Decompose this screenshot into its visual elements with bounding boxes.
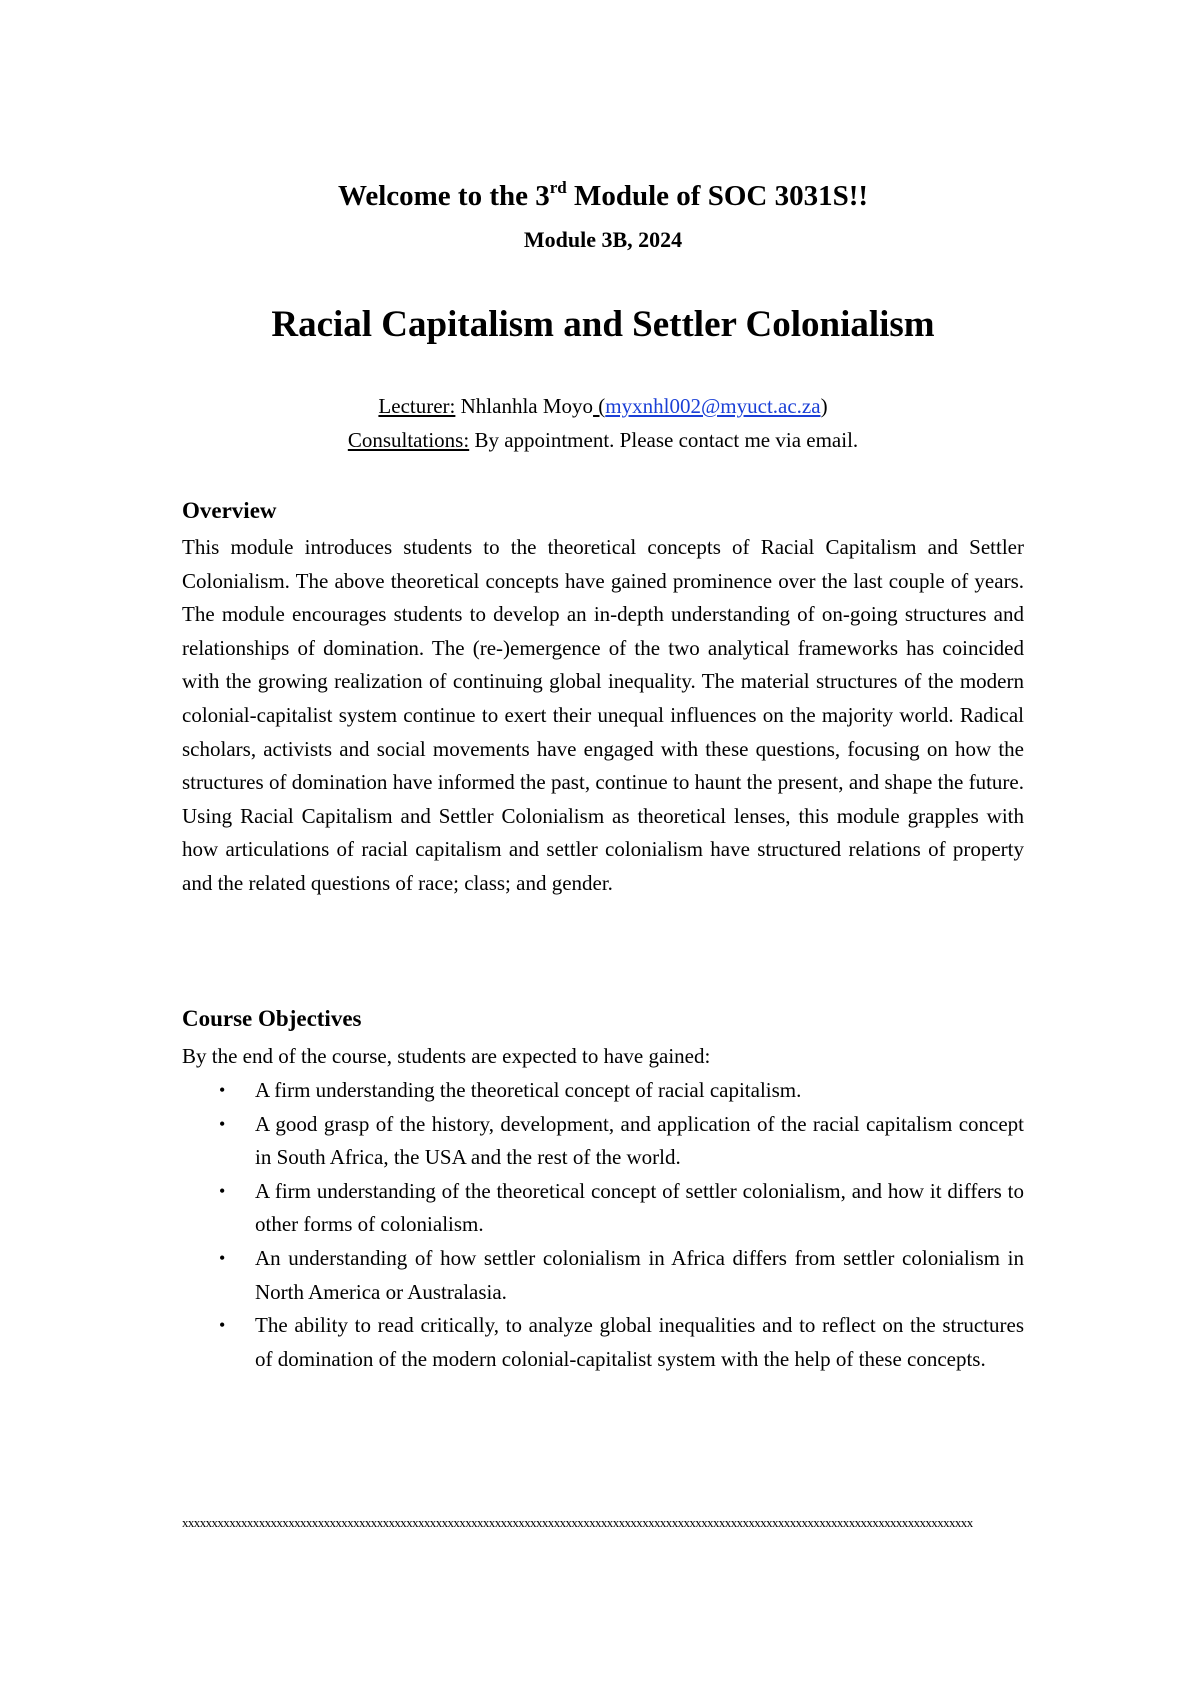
bullet-icon: • [219,1247,226,1268]
overview-heading: Overview [182,498,277,523]
overview-paragraph: This module introduces students to the theoretical concepts of Racial Capitalism and Settler Colonialism. The above theoretical concepts have gained prominence over the last couple of years. The module encourages students to develop an in-depth understanding of on-going structures and relationships of domination. The (re-)emergence of the two analytical frameworks has coincided with the growing realization of continuing global inequality. The material structures of the modern colonial-capitalist system continue to exert their unequal influences on the majority world. Radical scholars, activists and social movements have engaged with these questions, focusing on how the structures of domination have informed the past, continue to haunt the present, and shape the future. Using Racial Capitalism and Settler Colonialism as theoretical lenses, this module grapples with how articulations of racial capitalism and settler colonialism have structured relations of property and the related questions of race; class; and gender. [182,535,1024,895]
list-item [182,1242,1024,1309]
lecturer-line [182,392,1024,420]
module-subtitle: Module 3B, 2024 [523,227,683,252]
list-item-text: A firm understanding the theoretical concept of racial capitalism. [255,1078,802,1102]
list-item-text: A firm understanding of the theoretical concept of settler colonialism, and how it differs to other forms of colonialism. [255,1178,1024,1237]
consultations-text: By appointment. Please contact me via email. [469,428,859,452]
course-objectives-heading: Course Objectives [182,1006,362,1031]
email-open-paren: ( [593,394,606,418]
bullet-icon: • [219,1080,226,1100]
list-item-text: A good grasp of the history, development, and application of the racial capitalism concept in South Africa, the USA and the rest of the world. [255,1111,1024,1170]
page-title: Racial Capitalism and Settler Colonialism [271,304,935,345]
list-item [182,1309,1024,1376]
list-item-text: The ability to read critically, to analyze global inequalities and to reflect on the structures of domination of the modern colonial-capitalist system with the help of these concepts. [255,1313,1024,1371]
section-separator: xxxxxxxxxxxxxxxxxxxxxxxxxxxxxxxxxxxxxxxxxxxxxxxxxxxxxxxxxxxxxxxxxxxxxxxxxxxxxxxxxxxxxxxxxxxxxxxxxxxxxxxxxxxxxxxxxxxxxxxxxxxxxxxxxxxxxx [182,1515,973,1530]
welcome-heading [182,178,1024,214]
welcome-prefix: Welcome to the 3 [337,180,550,212]
consultations-line [182,426,1024,454]
welcome-suffix: Module of SOC 3031S!! [566,180,869,212]
list-item [182,1074,1024,1108]
lecturer-label: Lecturer: [378,394,456,418]
bullet-icon: • [219,1180,226,1201]
bullet-icon: • [219,1315,226,1336]
course-objectives-list [182,1074,1024,1376]
document-page [182,0,1024,1696]
welcome-ordinal-suffix: rd [549,178,567,197]
lecturer-name: Nhlanhla Moyo [455,394,594,418]
bullet-icon: • [219,1113,226,1134]
list-item-text: An understanding of how settler colonialism in Africa differs from settler colonialism in North America or Australasia. [255,1245,1024,1304]
email-close-paren: ) [820,394,828,418]
list-item [182,1108,1024,1175]
consultations-label: Consultations: [347,428,470,452]
list-item [182,1175,1024,1242]
course-objectives-intro: By the end of the course, students are expected to have gained: [182,1044,711,1068]
lecturer-email-link[interactable]: myxnhl002@myuct.ac.za [605,394,821,418]
